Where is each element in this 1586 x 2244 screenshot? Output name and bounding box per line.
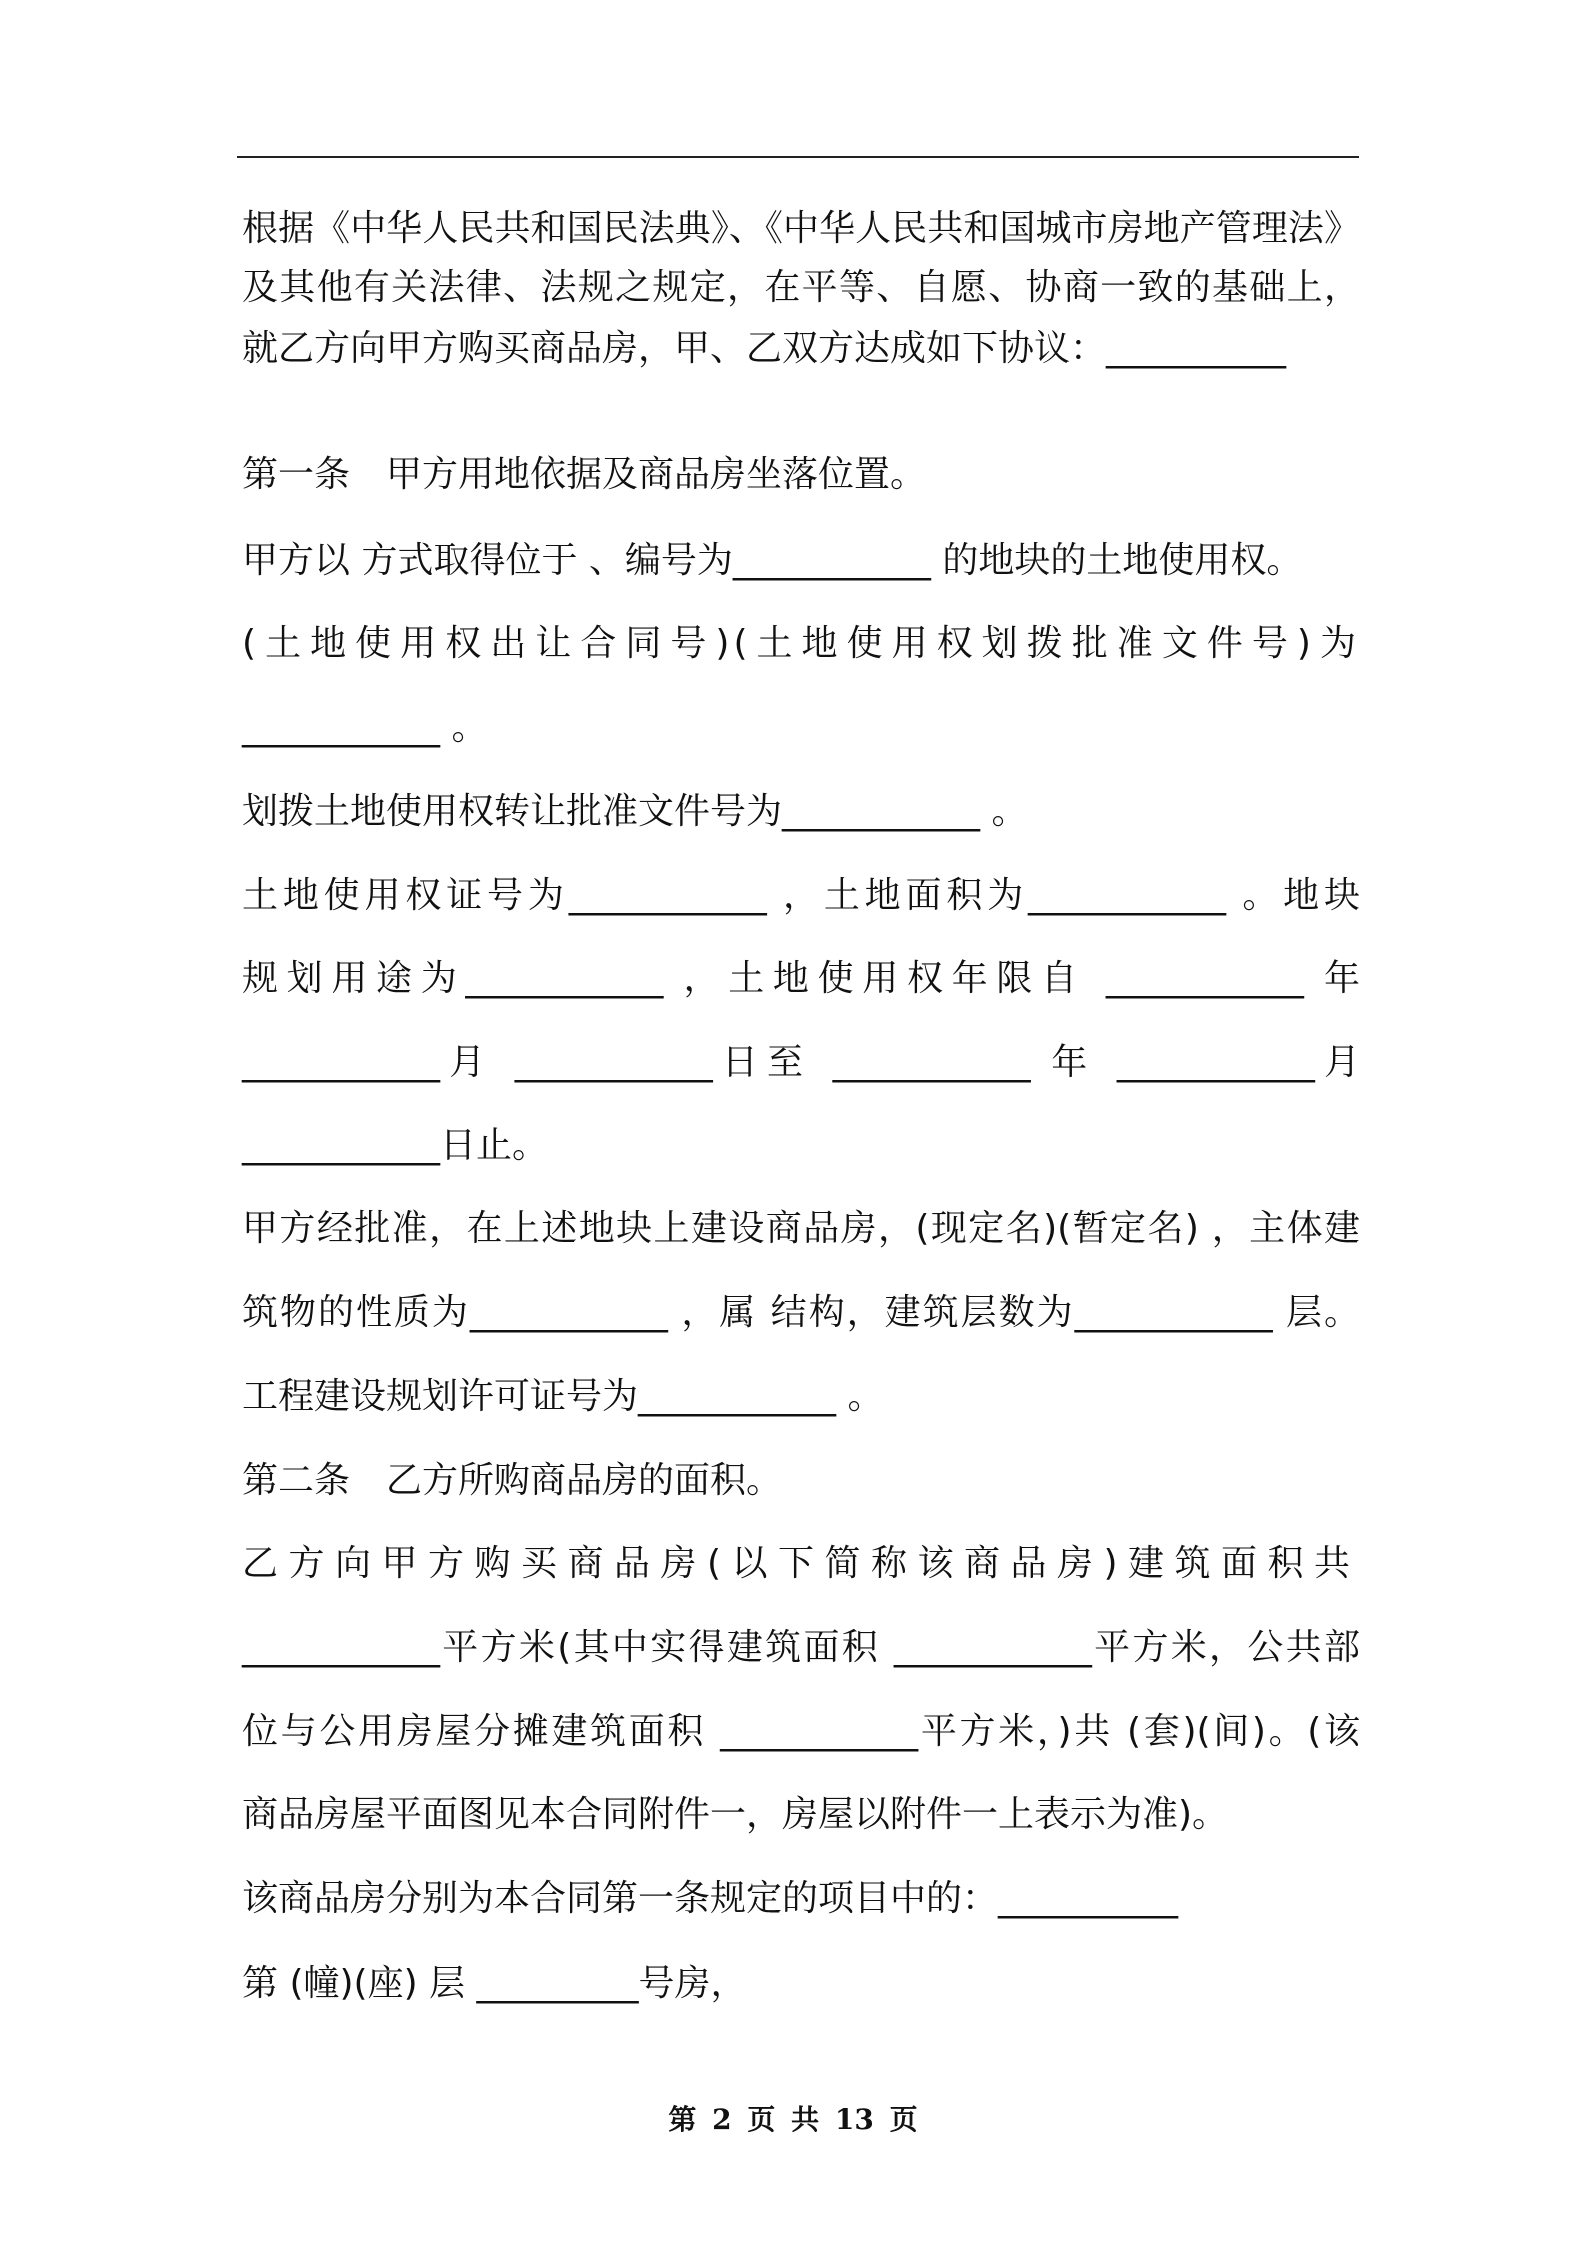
text-line: ___________日止。	[242, 1125, 549, 1166]
text-line: 甲方经批准，在上述地块上建设商品房，(现定名)(暂定名) ，主体建	[242, 1208, 1360, 1249]
text-line: ___________ 。	[242, 707, 488, 748]
text-line: 筑物的性质为___________ ，属 结构，建筑层数为___________ 层。	[242, 1292, 1360, 1333]
text-line: 商品房屋平面图见本合同附件一，房屋以附件一上表示为准)。	[242, 1794, 1229, 1835]
text-line: 及其他有关法律、法规之规定，在平等、自愿、协商一致的基础上，	[242, 267, 1360, 308]
text-line: (土地使用权出让合同号)(土地使用权划拨批准文件号)为	[242, 623, 1360, 664]
text-line: 工程建设规划许可证号为___________ 。	[242, 1376, 884, 1417]
text-line: ___________月 ___________日至 ___________ 年 ___________月	[242, 1042, 1360, 1083]
text-line: 位与公用房屋分摊建筑面积 ___________平方米，)共 (套)(间)。(该	[242, 1711, 1360, 1752]
text-line: 根据《中华人民共和国民法典》、《中华人民共和国城市房地产管理法》	[242, 208, 1360, 249]
article-heading: 第一条 甲方用地依据及商品房坐落位置。	[242, 454, 927, 495]
header-rule	[237, 156, 1359, 158]
text-line: 甲方以 方式取得位于 、编号为___________ 的地块的土地使用权。	[242, 540, 1303, 581]
text-line: 规划用途为___________ ，土地使用权年限自 ___________ 年	[242, 958, 1360, 999]
text-line: 土地使用权证号为___________ ，土地面积为___________ 。地块	[242, 875, 1360, 916]
text-line: 划拨土地使用权转让批准文件号为___________ 。	[242, 791, 1028, 832]
page-number: 第 2 页 共 13 页	[668, 2103, 918, 2136]
article-heading: 第二条 乙方所购商品房的面积。	[242, 1460, 783, 1501]
text-line: 该商品房分别为本合同第一条规定的项目中的：__________	[242, 1878, 1179, 1919]
text-line: 就乙方向甲方购买商品房，甲、乙双方达成如下协议：__________	[242, 328, 1287, 369]
text-line: 第 (幢)(座) 层 _________号房，	[242, 1963, 747, 2004]
text-line: 乙方向甲方购买商品房(以下简称该商品房)建筑面积共	[242, 1543, 1360, 1584]
text-line: ___________平方米(其中实得建筑面积 ___________平方米，公共部	[242, 1627, 1360, 1668]
